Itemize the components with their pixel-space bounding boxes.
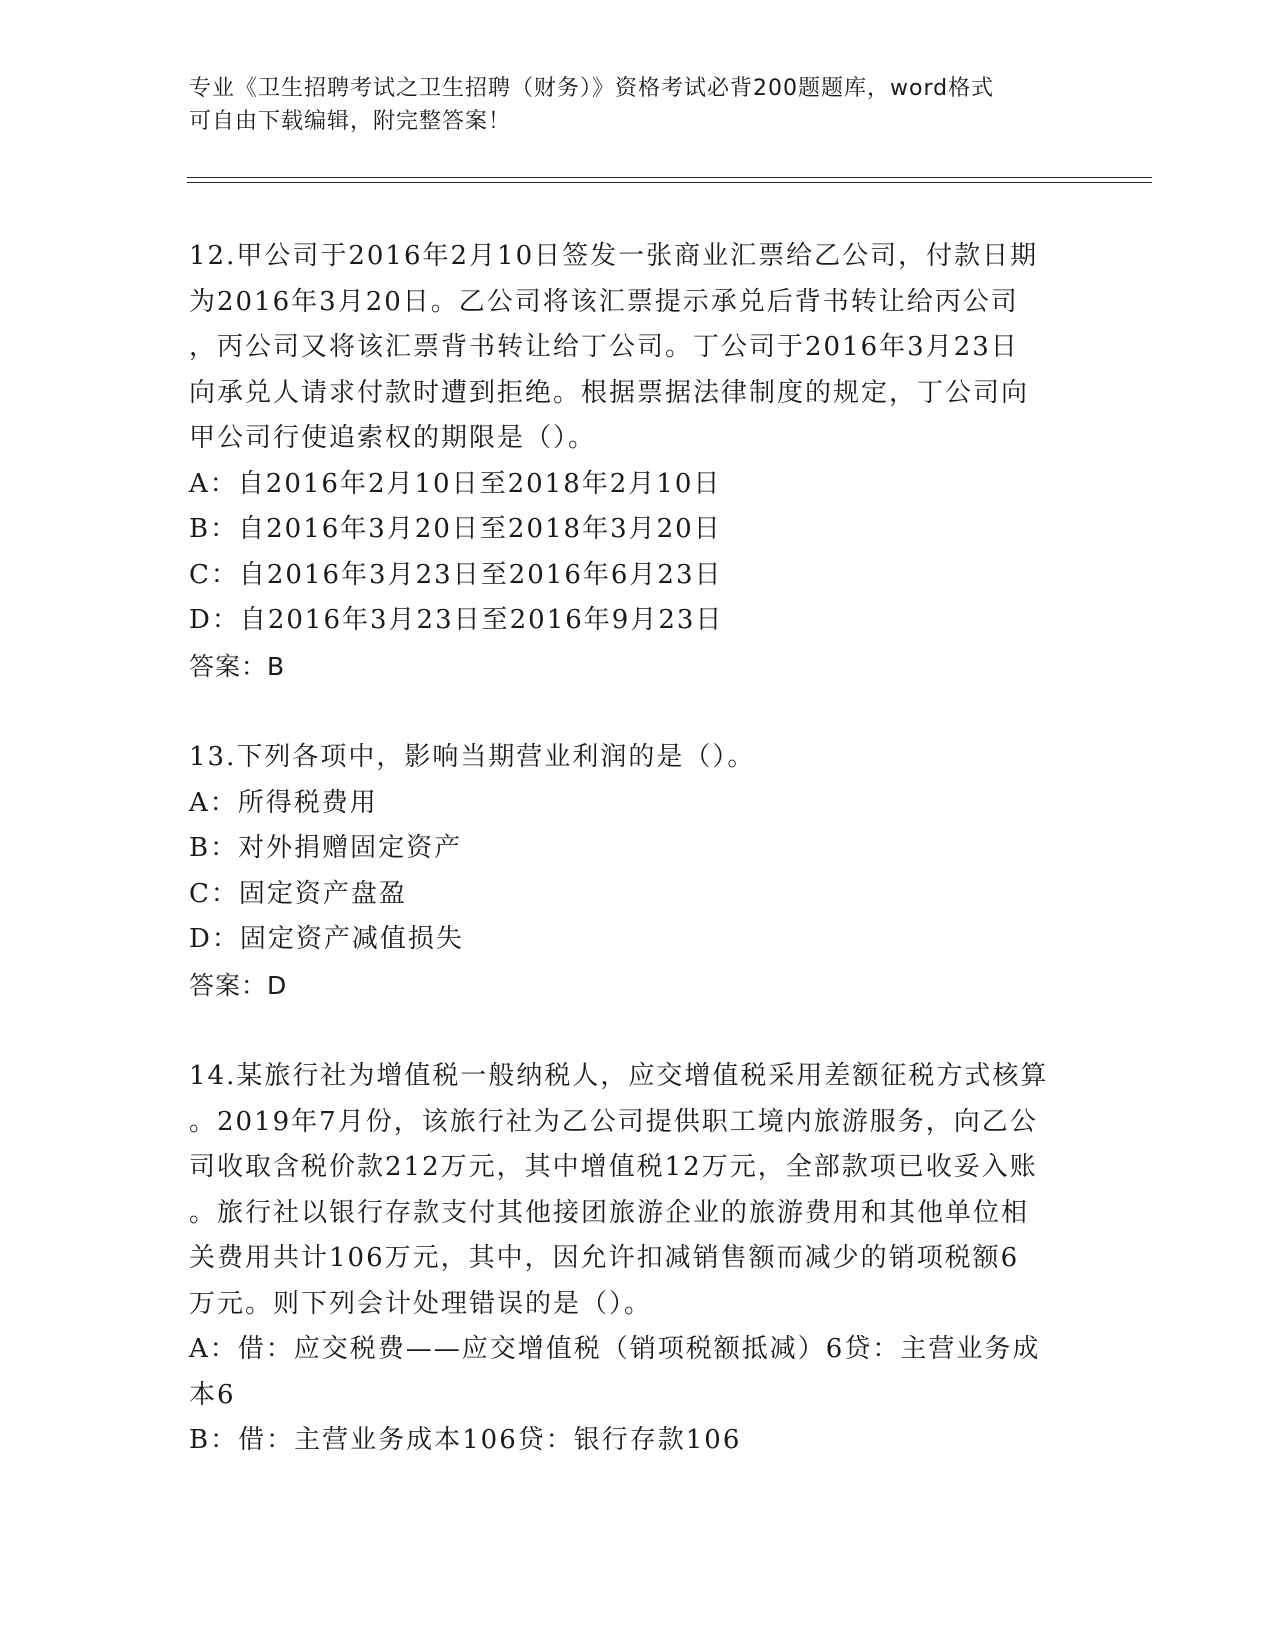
question-stem-line: 。旅行社以银行存款支付其他接团旅游企业的旅游费用和其他单位相 <box>189 1197 1030 1228</box>
question-stem-line: 为2016年3月20日。乙公司将该汇票提示承兑后背书转让给丙公司 <box>189 286 1019 317</box>
header-line-1: 专业《卫生招聘考试之卫生招聘（财务）》资格考试必背200题题库，word格式 <box>189 76 995 101</box>
question-stem-line: 关费用共计106万元，其中，因允许扣减销售额而减少的销项税额6 <box>189 1243 1020 1273</box>
option-a: A：自2016年2月10日至2018年2月10日 <box>189 468 722 499</box>
question-stem-line: 向承兑人请求付款时遭到拒绝。根据票据法律制度的规定，丁公司向 <box>189 377 1030 408</box>
option-d: D：固定资产减值损失 <box>189 924 464 954</box>
option-c: C：固定资产盘盈 <box>189 878 407 909</box>
header-line-2: 可自由下载编辑，附完整答案！ <box>189 109 512 134</box>
option-b: B：对外捐赠固定资产 <box>189 833 463 863</box>
option-a: A：借：应交税费——应交增值税（销项税额抵减）6贷：主营业务成 <box>189 1334 1041 1364</box>
option-a: A：所得税费用 <box>189 787 378 818</box>
question-stem-line: ，丙公司又将该汇票背书转让给丁公司。丁公司于2016年3月23日 <box>189 332 1019 362</box>
question-spacer <box>189 689 1079 735</box>
answer-line: 答案：B <box>189 651 286 681</box>
option-a-continued: 本6 <box>189 1379 236 1410</box>
question-stem-line: 司收取含税价款212万元，其中增值税12万元，全部款项已收妥入账 <box>189 1152 1038 1182</box>
document-header <box>189 72 1089 138</box>
question-spacer <box>189 1008 1079 1054</box>
question-stem-line: 甲公司行使追索权的期限是（）。 <box>189 423 597 453</box>
question-stem-line: 14.某旅行社为增值税一般纳税人，应交增值税采用差额征税方式核算 <box>189 1061 1049 1091</box>
question-stem-line: 13.下列各项中，影响当期营业利润的是（）。 <box>189 742 756 772</box>
question-stem-line: 。2019年7月份，该旅行社为乙公司提供职工境内旅游服务，向乙公 <box>189 1106 1038 1137</box>
question-14 <box>189 1054 1079 1464</box>
question-stem-line: 12.甲公司于2016年2月10日签发一张商业汇票给乙公司，付款日期 <box>189 241 1039 271</box>
option-b: B：借：主营业务成本106贷：银行存款106 <box>189 1425 742 1455</box>
option-d: D：自2016年3月23日至2016年9月23日 <box>189 605 724 635</box>
question-12 <box>189 234 1079 689</box>
question-stem-line: 万元。则下列会计处理错误的是（）。 <box>189 1288 653 1319</box>
option-b: B：自2016年3月20日至2018年3月20日 <box>189 514 722 544</box>
question-list <box>189 234 1079 1464</box>
answer-line: 答案：D <box>189 970 288 1000</box>
question-13 <box>189 735 1079 1008</box>
header-divider-top <box>187 177 1152 178</box>
option-c: C：自2016年3月23日至2016年6月23日 <box>189 559 723 590</box>
header-divider-bottom <box>187 182 1152 183</box>
